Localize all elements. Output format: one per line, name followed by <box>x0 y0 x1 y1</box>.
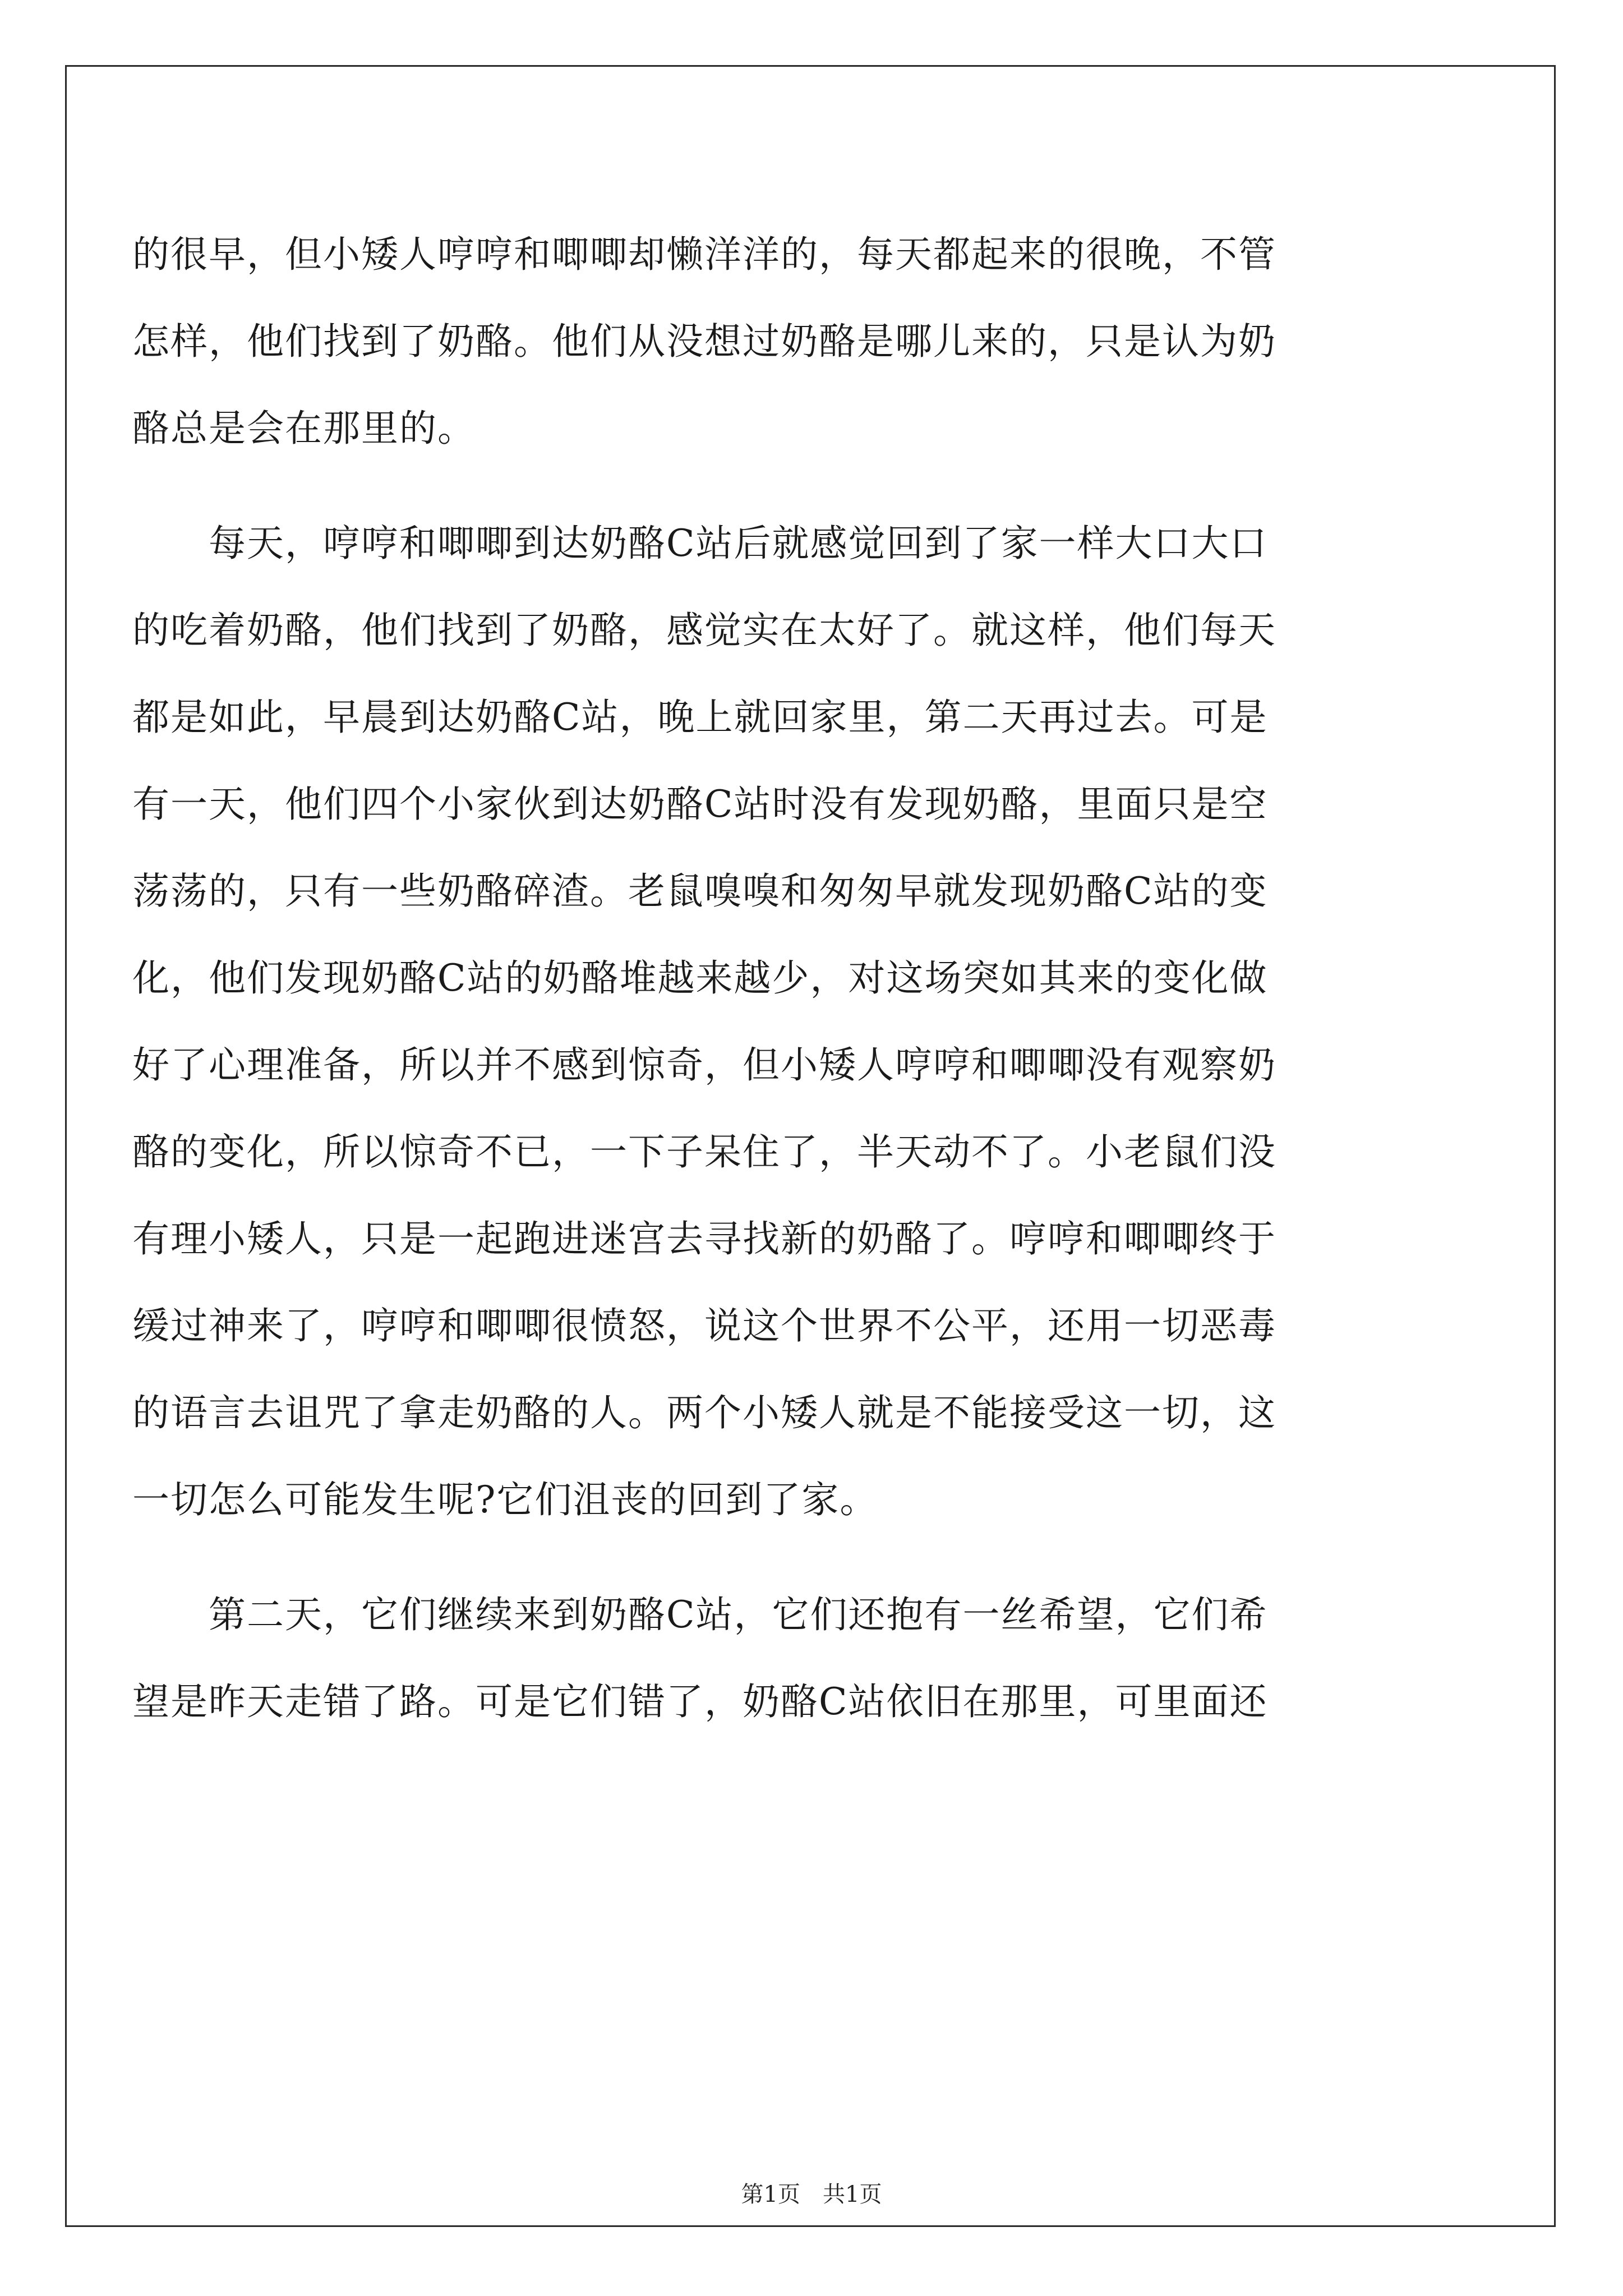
text-line: 每天，哼哼和唧唧到达奶酪C站后就感觉回到了家一样大口大口 <box>132 522 1268 565</box>
text-line: 的吃着奶酪，他们找到了奶酪，感觉实在太好了。就这样，他们每天 <box>132 609 1276 652</box>
text-line: 酪总是会在那里的。 <box>132 407 476 450</box>
text-line: 望是昨天走错了路。可是它们错了，奶酪C站依旧在那里，可里面还 <box>132 1680 1268 1723</box>
text-line: 第二天，它们继续来到奶酪C站，它们还抱有一丝希望，它们希 <box>132 1593 1268 1636</box>
text-line: 的很早，但小矮人哼哼和唧唧却懒洋洋的，每天都起来的很晚，不管 <box>132 233 1276 276</box>
text-line: 荡荡的，只有一些奶酪碎渣。老鼠嗅嗅和匆匆早就发现奶酪C站的变 <box>132 869 1268 913</box>
text-line: 有理小矮人，只是一起跑进迷宫去寻找新的奶酪了。哼哼和唧唧终于 <box>132 1217 1276 1260</box>
text-line: 好了心理准备，所以并不感到惊奇，但小矮人哼哼和唧唧没有观察奶 <box>132 1043 1276 1087</box>
document-body <box>132 211 1422 1745</box>
text-line: 的语言去诅咒了拿走奶酪的人。两个小矮人就是不能接受这一切，这 <box>132 1391 1276 1434</box>
text-line: 怎样，他们找到了奶酪。他们从没想过奶酪是哪儿来的，只是认为奶 <box>132 320 1276 363</box>
text-line: 酪的变化，所以惊奇不已，一下子呆住了，半天动不了。小老鼠们没 <box>132 1130 1276 1174</box>
paragraph-3 <box>132 1571 1422 1745</box>
page-footer: 第1页 共1页 <box>741 2182 882 2207</box>
paragraph-1 <box>132 211 1422 472</box>
text-line: 化，他们发现奶酪C站的奶酪堆越来越少，对这场突如其来的变化做 <box>132 956 1268 1000</box>
text-line: 缓过神来了，哼哼和唧唧很愤怒，说这个世界不公平，还用一切恶毒 <box>132 1304 1276 1347</box>
text-line: 有一天，他们四个小家伙到达奶酪C站时没有发现奶酪，里面只是空 <box>132 783 1268 826</box>
text-line: 一切怎么可能发生呢?它们沮丧的回到了家。 <box>132 1478 878 1521</box>
text-line: 都是如此，早晨到达奶酪C站，晚上就回家里，第二天再过去。可是 <box>132 696 1268 739</box>
paragraph-2 <box>132 500 1422 1543</box>
